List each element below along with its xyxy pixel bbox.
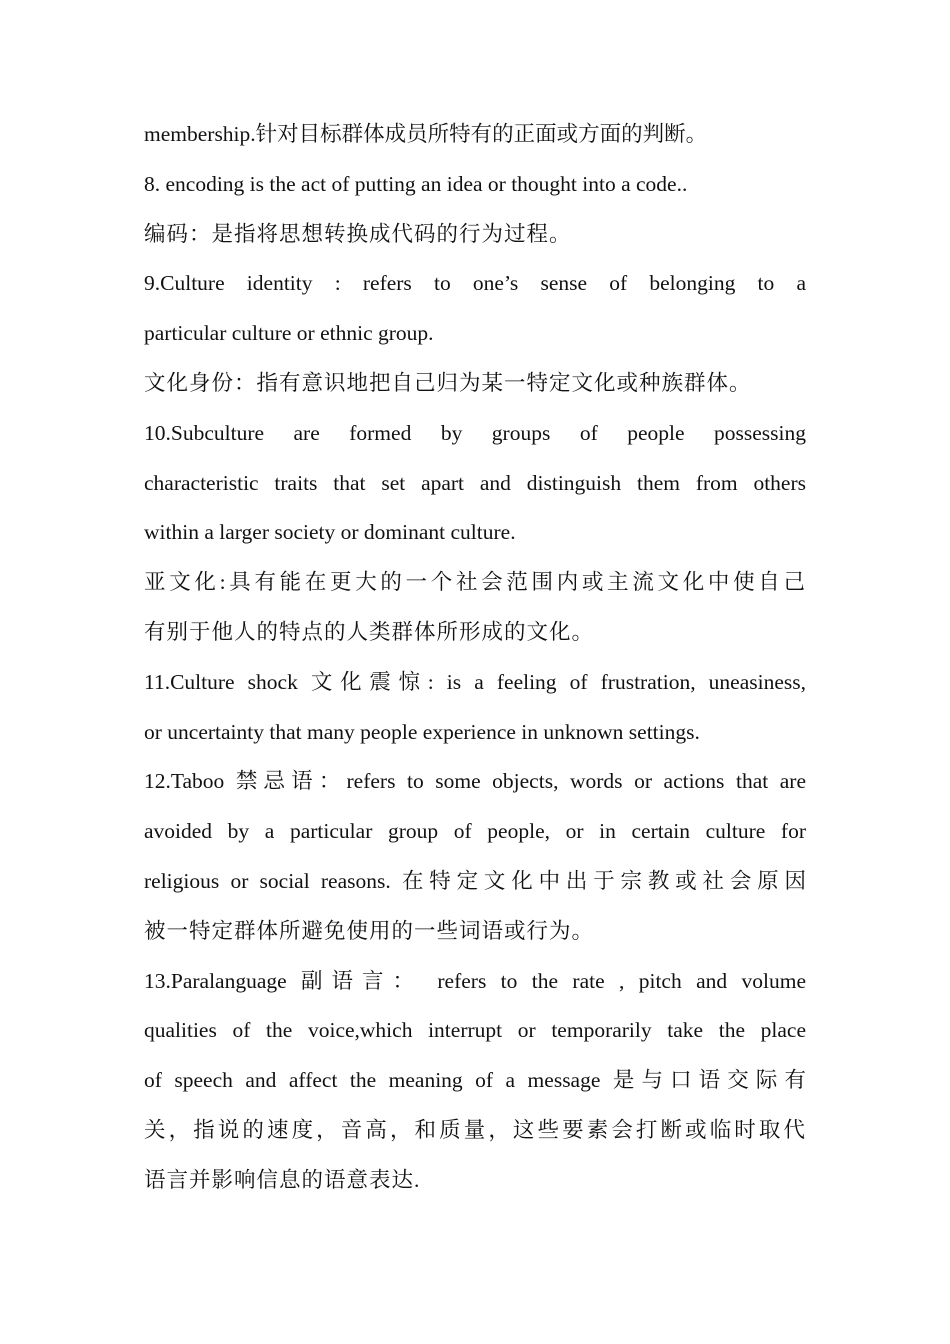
text-line-11: 有别于他人的特点的人类群体所形成的文化。 bbox=[144, 619, 595, 644]
text-line-5: particular culture or ethnic group. bbox=[144, 321, 434, 346]
text-line-1: membership.针对目标群体成员所特有的正面或方面的判断。 bbox=[144, 122, 708, 146]
text-line-12: 11.Culture shock 文化震惊: is a feeling of frustration, uneasiness, bbox=[144, 669, 806, 694]
text-line-21: 关，指说的速度，音高，和质量，这些要素会打断或临时取代 bbox=[144, 1117, 806, 1142]
text-line-17: 被一特定群体所避免使用的一些词语或行为。 bbox=[144, 918, 595, 943]
text-line-18: 13.Paralanguage 副语言： refers to the rate , pitch and volume bbox=[144, 968, 806, 993]
text-line-6: 文化身份：指有意识地把自己归为某一特定文化或种族群体。 bbox=[144, 370, 752, 395]
text-line-4: 9.Culture identity : refers to one’s sense of belonging to a bbox=[144, 271, 806, 296]
text-line-8: characteristic traits that set apart and distinguish them from others bbox=[144, 470, 806, 495]
text-line-7: 10.Subculture are formed by groups of people possessing bbox=[144, 420, 806, 445]
text-line-10: 亚文化:具有能在更大的一个社会范围内或主流文化中使自己 bbox=[144, 570, 806, 595]
text-line-20: of speech and affect the meaning of a message 是与口语交际有 bbox=[144, 1068, 806, 1093]
text-line-19: qualities of the voice,which interrupt or temporarily take the place bbox=[144, 1018, 806, 1043]
text-line-15: avoided by a particular group of people, or in certain culture for bbox=[144, 819, 806, 844]
text-line-13: or uncertainty that many people experience in unknown settings. bbox=[144, 719, 700, 744]
text-line-16: religious or social reasons. 在特定文化中出于宗教或社会原因 bbox=[144, 868, 806, 893]
text-line-22: 语言并影响信息的语意表达. bbox=[144, 1167, 421, 1192]
text-line-9: within a larger society or dominant culture. bbox=[144, 520, 516, 545]
text-line-2: 8. encoding is the act of putting an idea or thought into a code.. bbox=[144, 171, 688, 196]
text-line-3: 编码：是指将思想转换成代码的行为过程。 bbox=[144, 221, 572, 246]
document-body bbox=[144, 110, 806, 1206]
text-line-14: 12.Taboo 禁忌语：refers to some objects, words or actions that are bbox=[144, 769, 806, 794]
